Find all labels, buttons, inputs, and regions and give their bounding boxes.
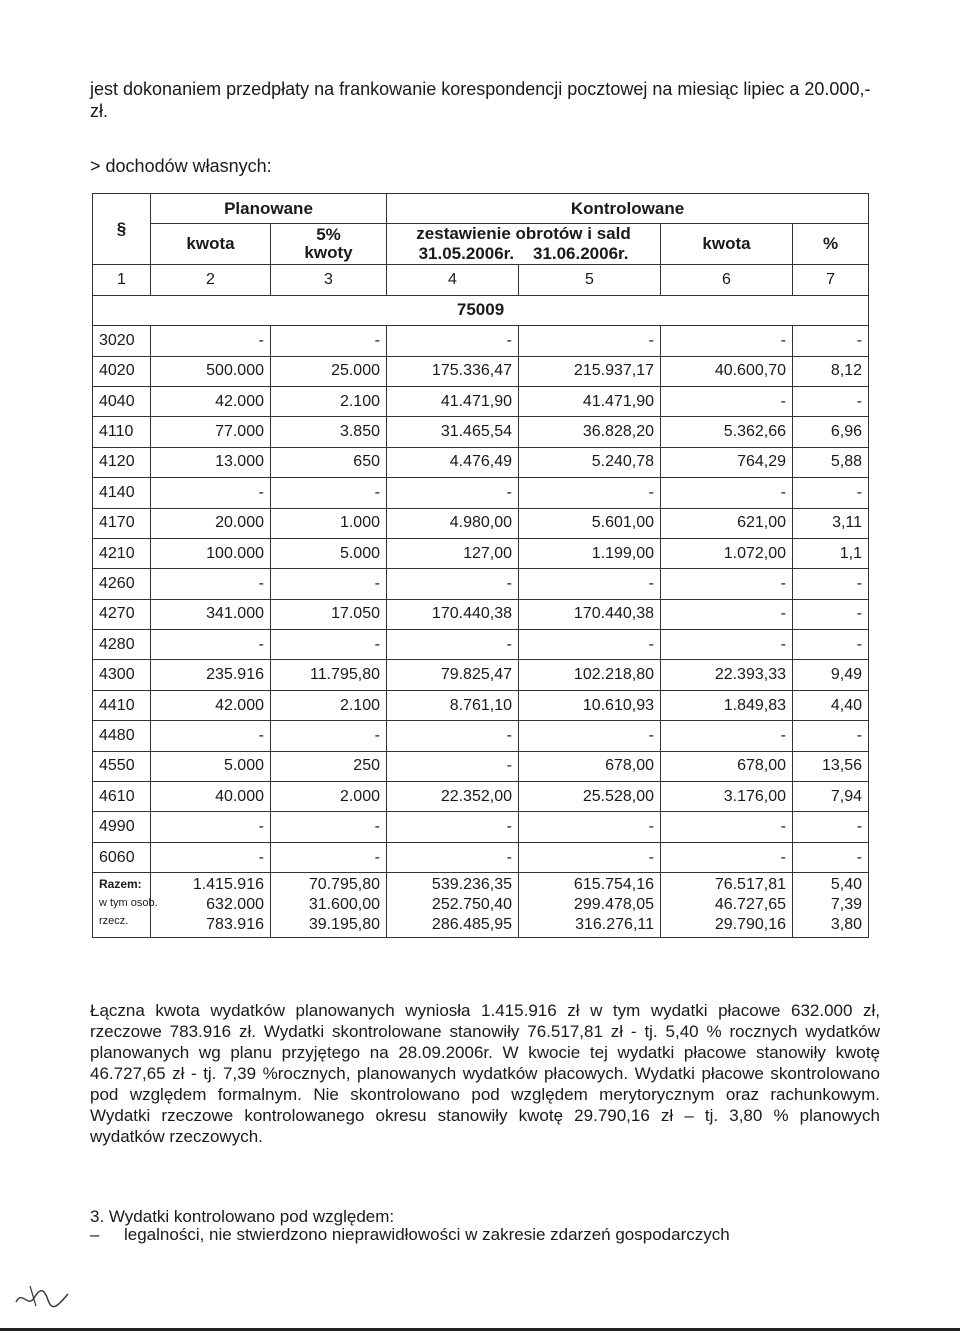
value-cell: 5.000 — [151, 751, 271, 781]
header-kwoty: kwoty — [304, 243, 353, 263]
paragraph-code-cell: 4480 — [93, 721, 151, 751]
value-cell: 42.000 — [151, 690, 271, 720]
value-cell: 3.850 — [271, 417, 387, 447]
value-cell: 235.916 — [151, 660, 271, 690]
totals-value: 76.517,81 — [714, 876, 786, 894]
value-cell: - — [661, 326, 793, 356]
table-row — [93, 417, 869, 447]
value-cell: 127,00 — [387, 538, 519, 568]
value-cell: 764,29 — [661, 447, 793, 477]
column-number-row — [93, 265, 869, 295]
totals-sub-osob: w tym osob. — [99, 897, 158, 910]
value-cell: - — [793, 569, 869, 599]
totals-value-cell — [519, 873, 661, 938]
value-cell: - — [519, 478, 661, 508]
table-row — [93, 660, 869, 690]
totals-value: 615.754,16 — [573, 876, 654, 894]
legality-line — [90, 1224, 880, 1246]
value-cell: - — [151, 569, 271, 599]
value-cell: - — [387, 721, 519, 751]
value-cell: 4,40 — [793, 690, 869, 720]
value-cell: - — [519, 569, 661, 599]
value-cell: - — [387, 812, 519, 842]
value-cell: 2.100 — [271, 386, 387, 416]
value-cell: 621,00 — [661, 508, 793, 538]
value-cell: - — [151, 326, 271, 356]
bottom-rule — [0, 1328, 960, 1331]
value-cell: 5.240,78 — [519, 447, 661, 477]
totals-value: 46.727,65 — [714, 896, 786, 914]
value-cell: 3.176,00 — [661, 782, 793, 812]
paragraph-code-cell: 4170 — [93, 508, 151, 538]
colnum: 1 — [93, 265, 151, 295]
handwritten-signature — [12, 1280, 72, 1310]
value-cell: - — [661, 478, 793, 508]
header-planowane: Planowane — [151, 194, 387, 224]
value-cell: 5.000 — [271, 538, 387, 568]
value-cell: - — [661, 842, 793, 872]
dash-glyph: – — [90, 1225, 100, 1244]
paragraph-code-cell: 4040 — [93, 386, 151, 416]
value-cell: 17.050 — [271, 599, 387, 629]
value-cell: - — [151, 630, 271, 660]
totals-value: 3,80 — [830, 916, 863, 934]
totals-sub-rzecz: rzecz. — [99, 915, 129, 928]
totals-value-cell — [151, 873, 271, 938]
summary-paragraph: Łączna kwota wydatków planowanych wyniosła 1.415.916 zł w tym wydatki płacowe 632.000 zł, rzeczowe 783.916 zł. Wydatki skontrolowane stanowiły 76.517,81 zł - tj. 5,40 % rocznych wydatków planowanych wg planu przyjętego na 28.09.2006r. W kwocie tej wydatki płacowe stanowiły kwotę 46.727,65 zł - tj. 7,39 %rocznych, planowanych wydatków płacowych. Wydatki płacowe skontrolowano pod względem formalnym. Nie skontrolowano pod względem merytorycznym oraz rachunkowym. Wydatki rzeczowe kontrolowanego okresu stanowiły kwotę 29.790,16 zł – tj. 3,80 % planowych wydatków rzeczowych. — [90, 1001, 880, 1146]
value-cell: 25.000 — [271, 356, 387, 386]
paragraph-code-cell: 4260 — [93, 569, 151, 599]
value-cell: - — [519, 721, 661, 751]
table-row — [93, 690, 869, 720]
value-cell: - — [519, 812, 661, 842]
value-cell: - — [793, 326, 869, 356]
totals-value: 299.478,05 — [573, 896, 654, 914]
totals-value-cell — [271, 873, 387, 938]
colnum: 6 — [661, 265, 793, 295]
value-cell: 650 — [271, 447, 387, 477]
table-row — [93, 630, 869, 660]
table-row — [93, 356, 869, 386]
value-cell: - — [387, 751, 519, 781]
paragraph-code-cell: 4110 — [93, 417, 151, 447]
intro-paragraph: jest dokonaniem przedpłaty na frankowanie korespondencji pocztowej na miesiąc lipiec a 20.000,- zł. — [90, 79, 871, 121]
value-cell: 1,1 — [793, 538, 869, 568]
value-cell: 215.937,17 — [519, 356, 661, 386]
value-cell: - — [387, 842, 519, 872]
value-cell: 5.362,66 — [661, 417, 793, 447]
value-cell: 341.000 — [151, 599, 271, 629]
value-cell: 2.000 — [271, 782, 387, 812]
value-cell: - — [793, 478, 869, 508]
value-cell: 41.471,90 — [387, 386, 519, 416]
paragraph-code-cell: 4120 — [93, 447, 151, 477]
value-cell: - — [387, 478, 519, 508]
section-row — [93, 295, 869, 325]
totals-value: 5,40 — [830, 876, 863, 894]
value-cell: 22.352,00 — [387, 782, 519, 812]
value-cell: - — [271, 630, 387, 660]
value-cell: - — [793, 599, 869, 629]
value-cell: 77.000 — [151, 417, 271, 447]
value-cell: - — [519, 842, 661, 872]
value-cell: 1.199,00 — [519, 538, 661, 568]
paragraph-code-cell: 4280 — [93, 630, 151, 660]
paragraph-code-cell: 6060 — [93, 842, 151, 872]
value-cell: - — [661, 386, 793, 416]
value-cell: - — [271, 812, 387, 842]
totals-value: 316.276,11 — [575, 916, 654, 934]
totals-value-cell — [387, 873, 519, 938]
value-cell: - — [793, 721, 869, 751]
header-date2: 31.06.2006r. — [532, 244, 629, 264]
colnum: 3 — [271, 265, 387, 295]
totals-value: 1.415.916 — [192, 876, 264, 894]
totals-label: Razem: — [99, 877, 142, 892]
value-cell: - — [519, 630, 661, 660]
header-pct: % — [793, 224, 869, 265]
totals-value: 7,39 — [830, 896, 863, 914]
value-cell: 8,12 — [793, 356, 869, 386]
value-cell: - — [151, 842, 271, 872]
income-bullet — [90, 155, 880, 177]
totals-value: 539.236,35 — [431, 876, 512, 894]
table-row — [93, 447, 869, 477]
bullet-glyph: > — [90, 156, 101, 176]
section-code: 75009 — [93, 295, 869, 325]
table-row — [93, 326, 869, 356]
value-cell: 40.000 — [151, 782, 271, 812]
value-cell: - — [151, 812, 271, 842]
paragraph-code-cell: 4410 — [93, 690, 151, 720]
paragraph-code-cell: 4270 — [93, 599, 151, 629]
value-cell: 31.465,54 — [387, 417, 519, 447]
value-cell: - — [519, 326, 661, 356]
paragraph-code-cell: 4210 — [93, 538, 151, 568]
colnum: 2 — [151, 265, 271, 295]
paragraph-code-cell: 4140 — [93, 478, 151, 508]
value-cell: - — [387, 630, 519, 660]
value-cell: - — [271, 326, 387, 356]
colnum: 7 — [793, 265, 869, 295]
legality-text: legalności, nie stwierdzono nieprawidłowości w zakresie zdarzeń gospodarczych — [124, 1225, 730, 1244]
colnum: 5 — [519, 265, 661, 295]
totals-value: 31.600,00 — [308, 896, 380, 914]
value-cell: - — [793, 630, 869, 660]
totals-value: 632.000 — [206, 896, 264, 914]
table-row — [93, 478, 869, 508]
section-3-heading: 3. Wydatki kontrolowano pod względem: — [90, 1207, 395, 1226]
colnum: 4 — [387, 265, 519, 295]
value-cell: 5.601,00 — [519, 508, 661, 538]
totals-value: 70.795,80 — [308, 876, 380, 894]
totals-label-cell — [93, 873, 158, 938]
value-cell: - — [271, 842, 387, 872]
value-cell: 1.072,00 — [661, 538, 793, 568]
value-cell: 678,00 — [519, 751, 661, 781]
value-cell: 170.440,38 — [519, 599, 661, 629]
value-cell: 13.000 — [151, 447, 271, 477]
value-cell: 42.000 — [151, 386, 271, 416]
value-cell: - — [151, 478, 271, 508]
value-cell: 40.600,70 — [661, 356, 793, 386]
value-cell: - — [271, 478, 387, 508]
value-cell: 170.440,38 — [387, 599, 519, 629]
table-row — [93, 721, 869, 751]
value-cell: 6,96 — [793, 417, 869, 447]
bullet-text: dochodów własnych: — [105, 156, 272, 176]
value-cell: - — [387, 569, 519, 599]
header-kontrolowane: Kontrolowane — [387, 194, 869, 224]
totals-value-cell — [661, 873, 793, 938]
value-cell: 678,00 — [661, 751, 793, 781]
value-cell: 41.471,90 — [519, 386, 661, 416]
value-cell: 175.336,47 — [387, 356, 519, 386]
header-kwota: kwota — [151, 224, 271, 265]
value-cell: 100.000 — [151, 538, 271, 568]
table-row — [93, 782, 869, 812]
table-row — [93, 842, 869, 872]
value-cell: 2.100 — [271, 690, 387, 720]
value-cell: - — [151, 721, 271, 751]
table-row — [93, 751, 869, 781]
value-cell: - — [661, 721, 793, 751]
value-cell: 4.980,00 — [387, 508, 519, 538]
value-cell: 9,49 — [793, 660, 869, 690]
value-cell: 11.795,80 — [271, 660, 387, 690]
table-row — [93, 812, 869, 842]
value-cell: 13,56 — [793, 751, 869, 781]
value-cell: 36.828,20 — [519, 417, 661, 447]
value-cell: 20.000 — [151, 508, 271, 538]
value-cell: 25.528,00 — [519, 782, 661, 812]
value-cell: 8.761,10 — [387, 690, 519, 720]
value-cell: 22.393,33 — [661, 660, 793, 690]
header-paragraph: § — [93, 194, 151, 265]
value-cell: - — [793, 812, 869, 842]
value-cell: - — [661, 812, 793, 842]
table-body — [93, 326, 869, 938]
totals-value: 286.485,95 — [431, 916, 512, 934]
value-cell: - — [661, 599, 793, 629]
value-cell: - — [793, 386, 869, 416]
header-kwota2: kwota — [661, 224, 793, 265]
table-row — [93, 599, 869, 629]
value-cell: 10.610,93 — [519, 690, 661, 720]
value-cell: - — [271, 721, 387, 751]
table-row — [93, 569, 869, 599]
value-cell: 1.849,83 — [661, 690, 793, 720]
table-row — [93, 538, 869, 568]
totals-value: 783.916 — [206, 916, 264, 934]
paragraph-code-cell: 4020 — [93, 356, 151, 386]
value-cell: - — [271, 569, 387, 599]
header-5pct-kwoty — [271, 224, 387, 265]
header-zestawienie-group — [387, 224, 661, 265]
value-cell: - — [387, 326, 519, 356]
value-cell: - — [661, 630, 793, 660]
expenses-table — [92, 193, 869, 938]
value-cell: 102.218,80 — [519, 660, 661, 690]
header-5pct: 5% — [316, 225, 341, 245]
header-date1: 31.05.2006r. — [418, 244, 515, 264]
paragraph-code-cell: 4610 — [93, 782, 151, 812]
value-cell: 3,11 — [793, 508, 869, 538]
totals-value: 252.750,40 — [431, 896, 512, 914]
value-cell: 500.000 — [151, 356, 271, 386]
totals-row — [93, 873, 869, 938]
value-cell: 79.825,47 — [387, 660, 519, 690]
value-cell: - — [661, 569, 793, 599]
value-cell: 7,94 — [793, 782, 869, 812]
value-cell: 250 — [271, 751, 387, 781]
paragraph-code-cell: 4550 — [93, 751, 151, 781]
table-row — [93, 386, 869, 416]
paragraph-code-cell: 4300 — [93, 660, 151, 690]
value-cell: 4.476,49 — [387, 447, 519, 477]
value-cell: - — [793, 842, 869, 872]
paragraph-code-cell: 3020 — [93, 326, 151, 356]
totals-value: 29.790,16 — [714, 916, 786, 934]
value-cell: 5,88 — [793, 447, 869, 477]
totals-value: 39.195,80 — [308, 916, 380, 934]
totals-value-cell — [793, 873, 869, 938]
value-cell: 1.000 — [271, 508, 387, 538]
paragraph-code-cell: 4990 — [93, 812, 151, 842]
table-row — [93, 508, 869, 538]
header-zestawienie: zestawienie obrotów i sald — [416, 224, 631, 244]
